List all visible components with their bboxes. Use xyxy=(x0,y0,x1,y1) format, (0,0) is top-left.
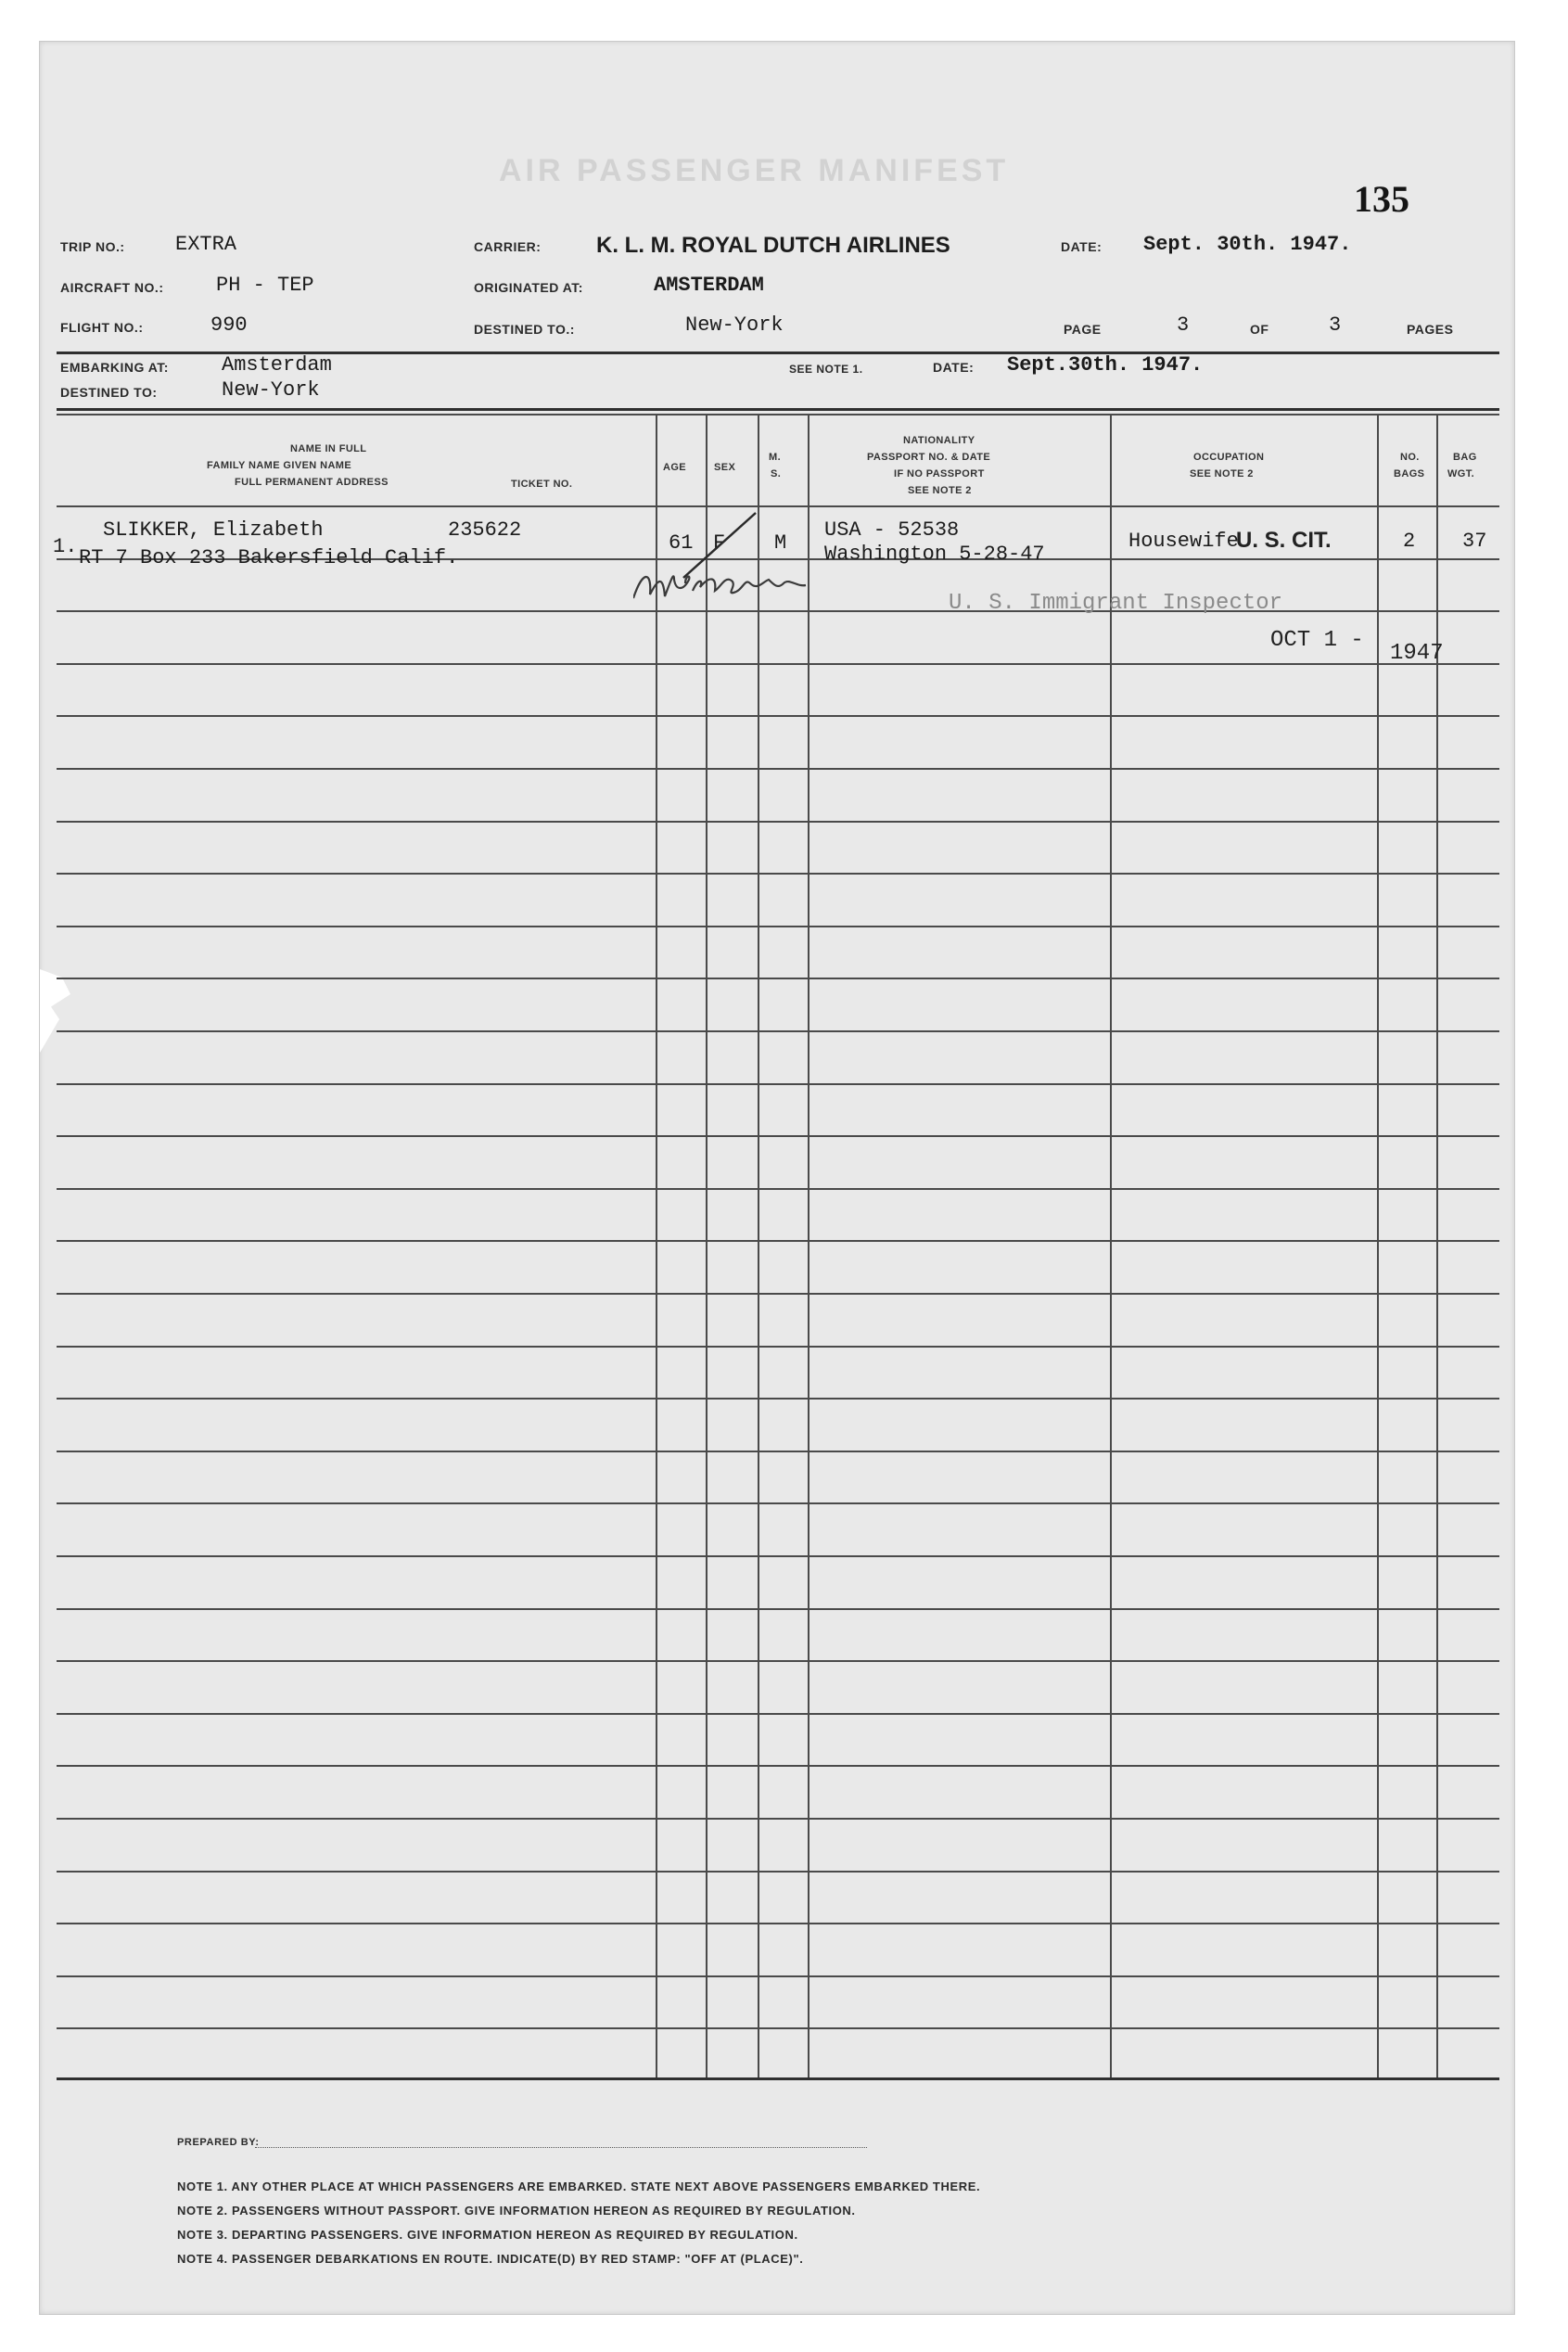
table-row-rule xyxy=(57,1818,1499,1820)
table-row-rule xyxy=(57,1135,1499,1137)
date2-value: Sept.30th. 1947. xyxy=(1007,353,1204,377)
table-row-rule xyxy=(57,873,1499,875)
table-row-rule xyxy=(57,1502,1499,1504)
us-cit-stamp: U. S. CIT. xyxy=(1236,528,1332,553)
table-row-rule xyxy=(57,2027,1499,2029)
manifest-sheet xyxy=(39,41,1515,2315)
page-number: 135 xyxy=(1354,178,1409,220)
table-row-rule xyxy=(57,1713,1499,1715)
table-row-rule xyxy=(57,1765,1499,1767)
table-row-rule xyxy=(57,1608,1499,1610)
table-row-rule xyxy=(57,768,1499,770)
passenger-number: 1. xyxy=(53,535,78,558)
table-row-rule xyxy=(57,1555,1499,1557)
destined2-label: DESTINED TO: xyxy=(60,385,158,400)
table-row-rule xyxy=(57,1398,1499,1400)
col-occ-l1: OCCUPATION xyxy=(1193,452,1265,463)
table-row-rule xyxy=(57,1293,1499,1295)
table-row-rule xyxy=(57,663,1499,665)
table-row-rule xyxy=(57,1240,1499,1242)
col-occ-l2: SEE NOTE 2 xyxy=(1190,468,1254,479)
passenger-age: 61 xyxy=(669,531,694,555)
passenger-marital: M xyxy=(774,531,787,555)
col-nat-l4: SEE NOTE 2 xyxy=(908,485,972,496)
embarking-label: EMBARKING AT: xyxy=(60,360,169,375)
table-row-rule xyxy=(57,1975,1499,1977)
col-nat-l1: NATIONALITY xyxy=(903,435,975,446)
pages-label: PAGES xyxy=(1407,322,1454,337)
col-bags-l1: NO. xyxy=(1400,452,1420,463)
table-bottom-rule xyxy=(57,2077,1499,2080)
inspector-stamp-title: U. S. Immigrant Inspector xyxy=(949,591,1283,616)
table-row-rule xyxy=(57,1346,1499,1348)
note-2: NOTE 2. PASSENGERS WITHOUT PASSPORT. GIVE INFORMATION HEREON AS REQUIRED BY REGULATION. xyxy=(177,2204,856,2218)
flight-label: FLIGHT NO.: xyxy=(60,320,144,335)
table-top-rule-2 xyxy=(57,414,1499,415)
originated-value: AMSTERDAM xyxy=(654,274,764,297)
prepared-by-label: PREPARED BY: xyxy=(177,2137,260,2148)
table-top-rule xyxy=(57,408,1499,411)
col-nat-l2: PASSPORT NO. & DATE xyxy=(867,452,991,463)
table-row-rule xyxy=(57,978,1499,979)
trip-label: TRIP NO.: xyxy=(60,239,125,254)
table-row-rule xyxy=(57,1871,1499,1873)
col-ticket: TICKET NO. xyxy=(511,479,573,490)
date-value: Sept. 30th. 1947. xyxy=(1143,233,1352,256)
destined-label: DESTINED TO.: xyxy=(474,322,575,337)
table-row-rule xyxy=(57,1660,1499,1662)
passenger-name: SLIKKER, Elizabeth xyxy=(103,518,324,542)
note-3: NOTE 3. DEPARTING PASSENGERS. GIVE INFORMATION HEREON AS REQUIRED BY REGULATION. xyxy=(177,2228,798,2242)
passenger-bags: 2 xyxy=(1403,530,1416,553)
col-sex: SEX xyxy=(714,462,736,473)
col-name-l1: NAME IN FULL xyxy=(290,443,367,454)
table-row-rule xyxy=(57,1083,1499,1085)
destined2-value: New-York xyxy=(222,378,320,402)
col-wgt-l2: WGT. xyxy=(1447,468,1475,479)
of-label: OF xyxy=(1250,322,1269,337)
table-row-rule xyxy=(57,1188,1499,1190)
passenger-occupation: Housewife xyxy=(1128,530,1239,553)
passenger-sex: F xyxy=(713,531,726,555)
of-value: 3 xyxy=(1329,313,1342,337)
col-wgt-l1: BAG xyxy=(1453,452,1477,463)
see-note-label: SEE NOTE 1. xyxy=(789,363,863,376)
passenger-passport-issued: Washington 5-28-47 xyxy=(824,543,1045,566)
originated-label: ORIGINATED AT: xyxy=(474,280,583,295)
col-age: AGE xyxy=(663,462,687,473)
table-row-rule xyxy=(57,715,1499,717)
note-1: NOTE 1. ANY OTHER PLACE AT WHICH PASSENGERS ARE EMBARKED. STATE NEXT ABOVE PASSENGERS EMBARKED THERE. xyxy=(177,2179,981,2193)
passenger-address: RT 7 Box 233 Bakersfield Calif. xyxy=(79,546,459,569)
page-value: 3 xyxy=(1177,313,1190,337)
carrier-value: K. L. M. ROYAL DUTCH AIRLINES xyxy=(596,233,950,258)
passenger-bag-weight: 37 xyxy=(1462,530,1487,553)
destined-value: New-York xyxy=(685,313,784,337)
col-name-l3: FULL PERMANENT ADDRESS xyxy=(235,477,389,488)
col-nat-l3: IF NO PASSPORT xyxy=(894,468,985,479)
table-row-rule xyxy=(57,1451,1499,1452)
prepared-by-line xyxy=(255,2147,867,2148)
inspector-stamp-date: OCT 1 - xyxy=(1270,628,1364,653)
col-name-l2: FAMILY NAME GIVEN NAME xyxy=(207,460,352,471)
table-row-rule xyxy=(57,1923,1499,1924)
table-row-rule xyxy=(57,821,1499,823)
table-row-rule xyxy=(57,1030,1499,1032)
table-row-rule xyxy=(57,926,1499,927)
aircraft-label: AIRCRAFT NO.: xyxy=(60,280,164,295)
page-label: PAGE xyxy=(1064,322,1102,337)
col-bags-l2: BAGS xyxy=(1394,468,1425,479)
trip-value: EXTRA xyxy=(175,233,237,256)
passenger-ticket: 235622 xyxy=(448,518,522,542)
date-label: DATE: xyxy=(1061,239,1103,254)
flight-value: 990 xyxy=(210,313,248,337)
torn-edge xyxy=(40,969,96,1053)
note-4: NOTE 4. PASSENGER DEBARKATIONS EN ROUTE. INDICATE(D) BY RED STAMP: "OFF AT (PLACE)". xyxy=(177,2252,804,2266)
inspector-stamp-year: 1947 xyxy=(1390,641,1444,666)
aircraft-value: PH - TEP xyxy=(216,274,314,297)
col-ms-l2: S. xyxy=(771,468,782,479)
col-ms-l1: M. xyxy=(769,452,782,463)
carrier-label: CARRIER: xyxy=(474,239,542,254)
date2-label: DATE: xyxy=(933,360,975,375)
passenger-nationality: USA - 52538 xyxy=(824,518,960,542)
embarking-value: Amsterdam xyxy=(222,353,332,377)
form-title: AIR PASSENGER MANIFEST xyxy=(499,153,1010,188)
